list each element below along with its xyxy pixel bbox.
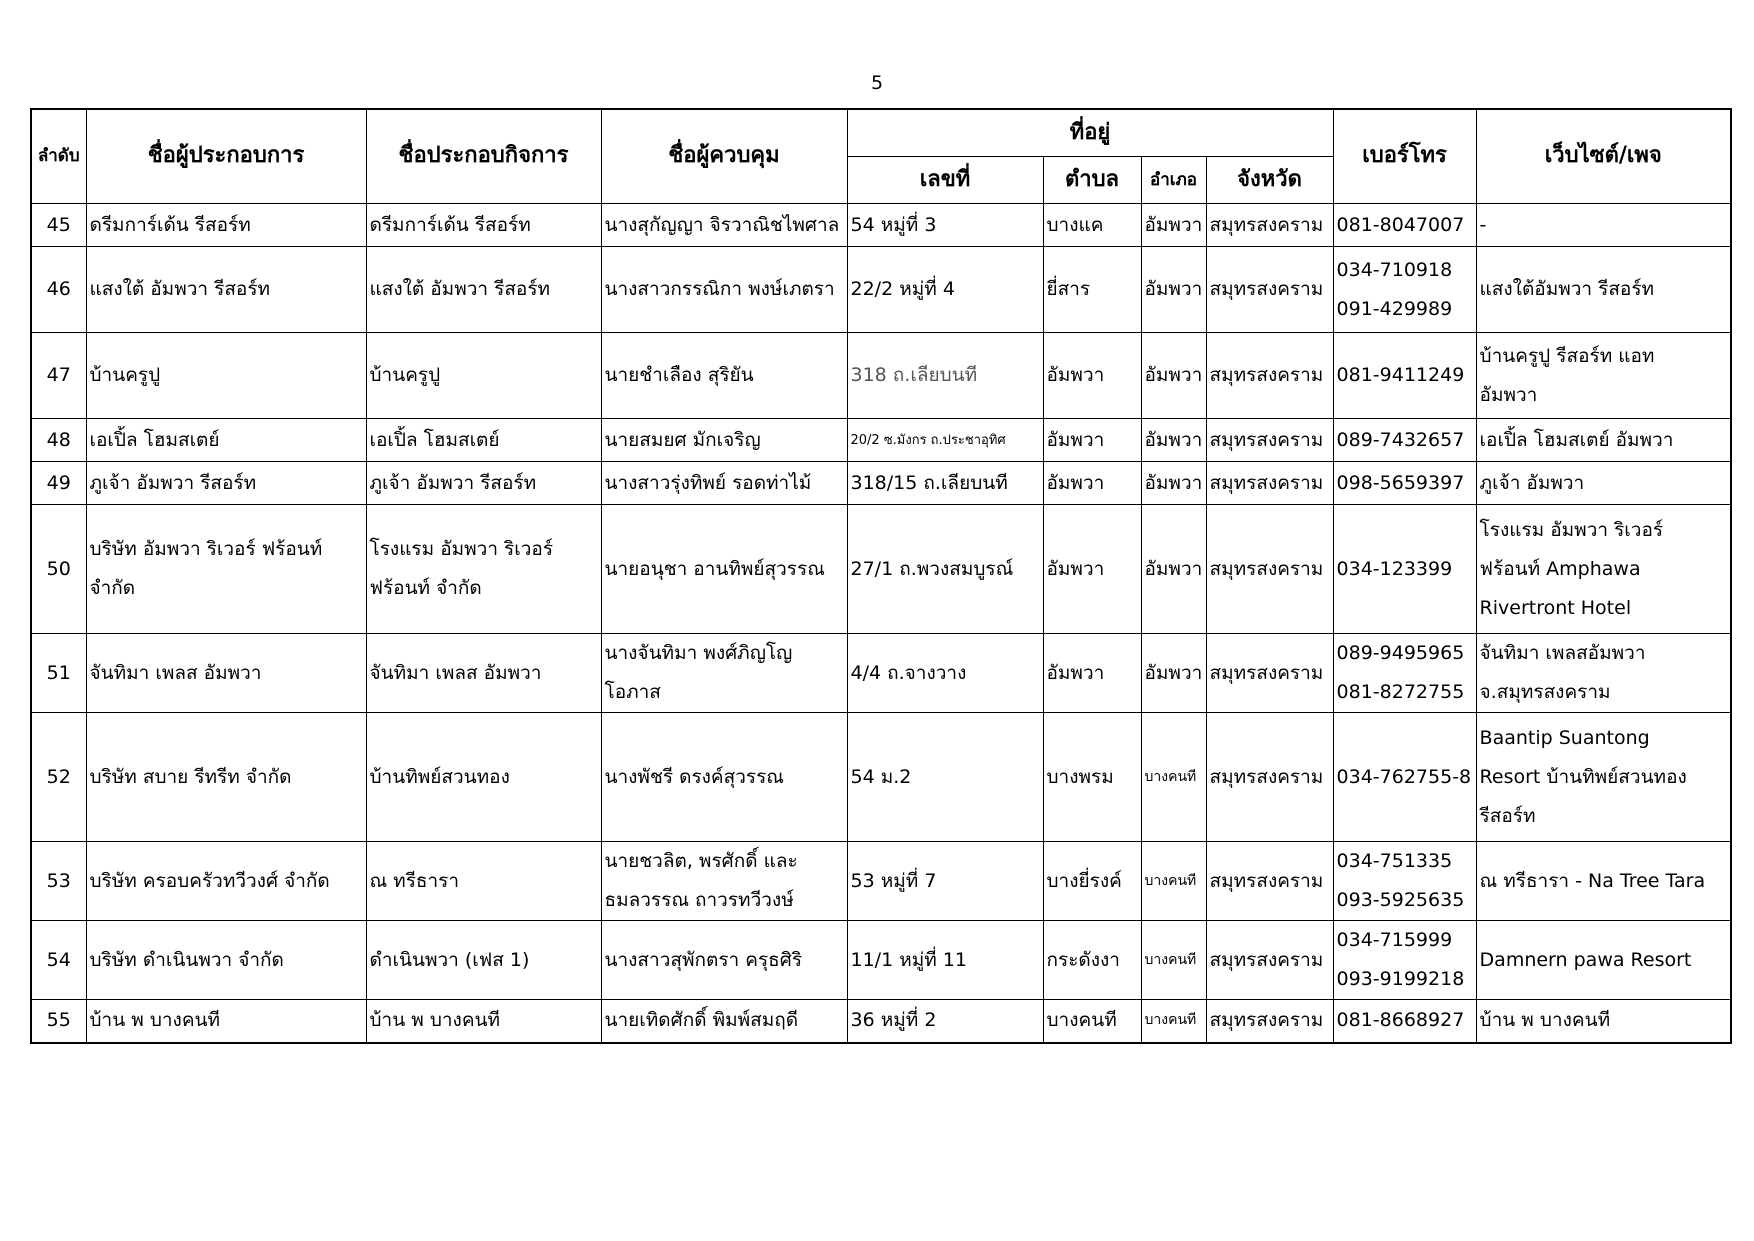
cell-website	[1476, 419, 1731, 462]
controller-line: นายเทิดศักดิ์ พิมพ์สมฤดี	[604, 1009, 799, 1032]
operator-line: จำกัด	[89, 577, 136, 599]
cell-seq: 46	[31, 247, 86, 333]
cell-subdistrict: บางยี่รงค์	[1043, 842, 1141, 921]
cell-district: อัมพวา	[1141, 333, 1206, 419]
cell-subdistrict: อัมพวา	[1043, 505, 1141, 634]
cell-controller	[601, 842, 847, 921]
cell-website	[1476, 921, 1731, 1000]
cell-website	[1476, 842, 1731, 921]
header-subdistrict: ตำบล	[1043, 157, 1141, 204]
cell-phone	[1333, 204, 1476, 247]
website-line: จ.สมุทรสงคราม	[1479, 681, 1611, 703]
controller-line: นางสาวกรรณิกา พงษ์เภตรา	[604, 278, 835, 300]
cell-website	[1476, 505, 1731, 634]
controller-line: นางพัชรี ดรงค์สุวรรณ	[604, 765, 784, 788]
cell-subdistrict: บางพรม	[1043, 713, 1141, 842]
phone-line: 034-710918	[1336, 258, 1453, 281]
cell-district: บางคนที	[1141, 1000, 1206, 1043]
cell-number: 4/4 ถ.จางวาง	[847, 634, 1043, 713]
table-row	[31, 462, 1731, 505]
phone-line: 034-123399	[1336, 557, 1453, 580]
cell-number: 54 ม.2	[847, 713, 1043, 842]
business-line: ณ ทรีธารา	[369, 869, 460, 892]
cell-operator	[86, 921, 366, 1000]
cell-business	[366, 333, 601, 419]
cell-seq: 52	[31, 713, 86, 842]
cell-website	[1476, 713, 1731, 842]
cell-subdistrict: บางคนที	[1043, 1000, 1141, 1043]
business-line: โรงแรม อัมพวา ริเวอร์	[369, 538, 554, 560]
website-line: เอเปิ้ล โฮมสเตย์ อัมพวา	[1479, 428, 1674, 451]
cell-controller	[601, 419, 847, 462]
controller-line: นายชำเลือง สุริยัน	[604, 364, 754, 386]
cell-website	[1476, 247, 1731, 333]
cell-province: สมุทรสงคราม	[1206, 247, 1333, 333]
cell-controller	[601, 1000, 847, 1043]
cell-phone	[1333, 842, 1476, 921]
operator-line: จันทิมา เพลส อัมพวา	[89, 661, 262, 684]
header-district: อำเภอ	[1141, 157, 1206, 204]
cell-number: 11/1 หมู่ที่ 11	[847, 921, 1043, 1000]
table-row	[31, 921, 1731, 1000]
cell-district: อัมพวา	[1141, 505, 1206, 634]
cell-seq: 48	[31, 419, 86, 462]
cell-province: สมุทรสงคราม	[1206, 921, 1333, 1000]
cell-province: สมุทรสงคราม	[1206, 462, 1333, 505]
cell-controller	[601, 333, 847, 419]
cell-controller	[601, 505, 847, 634]
phone-line: 093-9199218	[1336, 968, 1465, 990]
cell-province: สมุทรสงคราม	[1206, 505, 1333, 634]
operator-line: บ้าน พ บางคนที	[89, 1009, 221, 1032]
header-controller: ชื่อผู้ควบคุม	[601, 109, 847, 204]
cell-district: บางคนที	[1141, 921, 1206, 1000]
website-line: ฟร้อนท์ Amphawa	[1479, 557, 1641, 580]
website-line: รีสอร์ท	[1479, 804, 1536, 827]
cell-business	[366, 921, 601, 1000]
controller-line: ธมลวรรณ ถาวรทวีวงษ์	[604, 889, 794, 911]
table-body	[31, 204, 1731, 1043]
table-row	[31, 505, 1731, 634]
cell-number: 20/2 ซ.มังกร ถ.ประชาอุทิศ	[847, 419, 1043, 462]
cell-phone	[1333, 634, 1476, 713]
controller-line: นายสมยศ มักเจริญ	[604, 428, 761, 451]
cell-seq: 45	[31, 204, 86, 247]
cell-number: 22/2 หมู่ที่ 4	[847, 247, 1043, 333]
cell-subdistrict: อัมพวา	[1043, 462, 1141, 505]
cell-province: สมุทรสงคราม	[1206, 1000, 1333, 1043]
website-line: Rivertront Hotel	[1479, 596, 1632, 619]
header-address: ที่อยู่	[847, 109, 1333, 157]
cell-controller	[601, 204, 847, 247]
cell-business	[366, 634, 601, 713]
website-line: Resort บ้านทิพย์สวนทอง	[1479, 765, 1687, 788]
cell-province: สมุทรสงคราม	[1206, 204, 1333, 247]
cell-operator	[86, 333, 366, 419]
cell-controller	[601, 462, 847, 505]
cell-operator	[86, 505, 366, 634]
cell-district: อัมพวา	[1141, 634, 1206, 713]
cell-province: สมุทรสงคราม	[1206, 713, 1333, 842]
cell-seq: 50	[31, 505, 86, 634]
cell-number: 53 หมู่ที่ 7	[847, 842, 1043, 921]
business-line: จันทิมา เพลส อัมพวา	[369, 661, 542, 684]
phone-line: 081-8272755	[1336, 681, 1465, 703]
phone-line: 081-8668927	[1336, 1009, 1465, 1032]
cell-district: บางคนที	[1141, 842, 1206, 921]
cell-province: สมุทรสงคราม	[1206, 634, 1333, 713]
cell-seq: 53	[31, 842, 86, 921]
cell-controller	[601, 634, 847, 713]
cell-website	[1476, 1000, 1731, 1043]
cell-province: สมุทรสงคราม	[1206, 842, 1333, 921]
phone-line: 089-9495965	[1336, 642, 1465, 664]
phone-line: 034-715999	[1336, 929, 1453, 951]
table-row	[31, 419, 1731, 462]
header-phone: เบอร์โทร	[1333, 109, 1476, 204]
cell-operator	[86, 634, 366, 713]
table-row	[31, 713, 1731, 842]
cell-province: สมุทรสงคราม	[1206, 333, 1333, 419]
cell-seq: 55	[31, 1000, 86, 1043]
operator-line: เอเปิ้ล โฮมสเตย์	[89, 428, 220, 451]
website-line: อัมพวา	[1479, 383, 1538, 406]
cell-business	[366, 204, 601, 247]
cell-district: บางคนที	[1141, 713, 1206, 842]
cell-phone	[1333, 921, 1476, 1000]
cell-operator	[86, 713, 366, 842]
business-line: ภูเจ้า อัมพวา รีสอร์ท	[369, 471, 537, 494]
business-line: ดำเนินพวา (เฟส 1)	[369, 948, 530, 971]
cell-business	[366, 713, 601, 842]
cell-number: 36 หมู่ที่ 2	[847, 1000, 1043, 1043]
cell-phone	[1333, 505, 1476, 634]
cell-seq: 49	[31, 462, 86, 505]
cell-controller	[601, 713, 847, 842]
cell-operator	[86, 462, 366, 505]
cell-number: 318/15 ถ.เลียบนที	[847, 462, 1043, 505]
phone-line: 089-7432657	[1336, 428, 1465, 451]
page-number: 5	[870, 72, 884, 94]
cell-phone	[1333, 333, 1476, 419]
cell-district: อัมพวา	[1141, 204, 1206, 247]
cell-business	[366, 1000, 601, 1043]
cell-district: อัมพวา	[1141, 462, 1206, 505]
website-line: บ้านครูปู รีสอร์ท แอท	[1479, 344, 1655, 367]
cell-operator	[86, 204, 366, 247]
cell-seq: 47	[31, 333, 86, 419]
cell-subdistrict: กระดังงา	[1043, 921, 1141, 1000]
cell-phone	[1333, 1000, 1476, 1043]
header-province: จังหวัด	[1206, 157, 1333, 204]
website-line: แสงใต้อัมพวา รีสอร์ท	[1479, 278, 1655, 300]
website-line: โรงแรม อัมพวา ริเวอร์	[1479, 518, 1664, 541]
operator-line: บริษัท สบาย รีทรีท จำกัด	[89, 765, 292, 788]
website-line: -	[1479, 213, 1487, 236]
website-line: จันทิมา เพลสอัมพวา	[1479, 642, 1646, 664]
controller-line: นายชวลิต, พรศักดิ์ และ	[604, 850, 798, 872]
business-line: เอเปิ้ล โฮมสเตย์	[369, 428, 500, 451]
cell-district: อัมพวา	[1141, 419, 1206, 462]
cell-website	[1476, 204, 1731, 247]
website-line: ภูเจ้า อัมพวา	[1479, 471, 1585, 494]
controller-line: นายอนุชา อานทิพย์สุวรรณ	[604, 557, 825, 580]
cell-province: สมุทรสงคราม	[1206, 419, 1333, 462]
header-number: เลขที่	[847, 157, 1043, 204]
table-row	[31, 634, 1731, 713]
cell-phone	[1333, 247, 1476, 333]
cell-business	[366, 247, 601, 333]
business-line: ดรีมการ์เด้น รีสอร์ท	[369, 213, 531, 236]
cell-operator	[86, 1000, 366, 1043]
cell-website	[1476, 634, 1731, 713]
cell-number: 54 หมู่ที่ 3	[847, 204, 1043, 247]
phone-line: 098-5659397	[1336, 471, 1465, 494]
cell-subdistrict: อัมพวา	[1043, 333, 1141, 419]
table-row	[31, 204, 1731, 247]
cell-number: 27/1 ถ.พวงสมบูรณ์	[847, 505, 1043, 634]
website-line: Damnern pawa Resort	[1479, 948, 1692, 971]
business-line: บ้านครูปู	[369, 364, 441, 386]
table-row	[31, 333, 1731, 419]
header-website: เว็บไซต์/เพจ	[1476, 109, 1731, 204]
cell-controller	[601, 921, 847, 1000]
cell-operator	[86, 842, 366, 921]
phone-line: 034-751335	[1336, 850, 1453, 872]
cell-seq: 54	[31, 921, 86, 1000]
cell-operator	[86, 247, 366, 333]
cell-subdistrict: อัมพวา	[1043, 634, 1141, 713]
header-operator: ชื่อผู้ประกอบการ	[86, 109, 366, 204]
header-seq: ลำดับ	[31, 109, 86, 204]
operator-line: บ้านครูปู	[89, 364, 161, 386]
cell-business	[366, 462, 601, 505]
operator-line: บริษัท ดำเนินพวา จำกัด	[89, 948, 284, 971]
cell-operator	[86, 419, 366, 462]
table-row	[31, 842, 1731, 921]
cell-subdistrict: บางแค	[1043, 204, 1141, 247]
controller-line: นางสาวสุพักตรา ครุธศิริ	[604, 948, 803, 971]
operator-line: บริษัท ครอบครัวทวีวงศ์ จำกัด	[89, 869, 330, 892]
controller-line: นางสาวรุ่งทิพย์ รอดท่าไม้	[604, 471, 812, 494]
website-line: Baantip Suantong	[1479, 726, 1650, 749]
operator-line: ดรีมการ์เด้น รีสอร์ท	[89, 213, 251, 236]
cell-business	[366, 419, 601, 462]
cell-phone	[1333, 419, 1476, 462]
cell-district: อัมพวา	[1141, 247, 1206, 333]
header-business: ชื่อประกอบกิจการ	[366, 109, 601, 204]
phone-line: 034-762755-8	[1336, 765, 1472, 788]
cell-website	[1476, 333, 1731, 419]
cell-business	[366, 842, 601, 921]
cell-phone	[1333, 462, 1476, 505]
operator-line: แสงใต้ อัมพวา รีสอร์ท	[89, 278, 271, 300]
table-row	[31, 247, 1731, 333]
controller-line: นางจันทิมา พงศ์ภิญโญโอภาส	[604, 642, 793, 703]
cell-number: 318 ถ.เลียบนที	[847, 333, 1043, 419]
business-line: บ้านทิพย์สวนทอง	[369, 765, 510, 788]
website-line: บ้าน พ บางคนที	[1479, 1009, 1611, 1032]
operator-line: ภูเจ้า อัมพวา รีสอร์ท	[89, 471, 257, 494]
controller-line: นางสุกัญญา จิรวาณิชไพศาล	[604, 213, 840, 236]
phone-line: 081-9411249	[1336, 364, 1465, 386]
cell-seq: 51	[31, 634, 86, 713]
phone-line: 093-5925635	[1336, 889, 1465, 911]
operator-line: บริษัท อัมพวา ริเวอร์ ฟร้อนท์	[89, 538, 323, 560]
phone-line: 091-429989	[1336, 297, 1453, 320]
cell-controller	[601, 247, 847, 333]
website-line: ณ ทรีธารา - Na Tree Tara	[1479, 869, 1706, 892]
business-line: ฟร้อนท์ จำกัด	[369, 577, 482, 599]
business-line: แสงใต้ อัมพวา รีสอร์ท	[369, 278, 551, 300]
table-row	[31, 1000, 1731, 1043]
cell-website	[1476, 462, 1731, 505]
phone-line: 081-8047007	[1336, 213, 1465, 236]
cell-subdistrict: ยี่สาร	[1043, 247, 1141, 333]
cell-subdistrict: อัมพวา	[1043, 419, 1141, 462]
business-line: บ้าน พ บางคนที	[369, 1009, 501, 1032]
cell-phone	[1333, 713, 1476, 842]
operator-table	[30, 108, 1732, 1044]
cell-business	[366, 505, 601, 634]
